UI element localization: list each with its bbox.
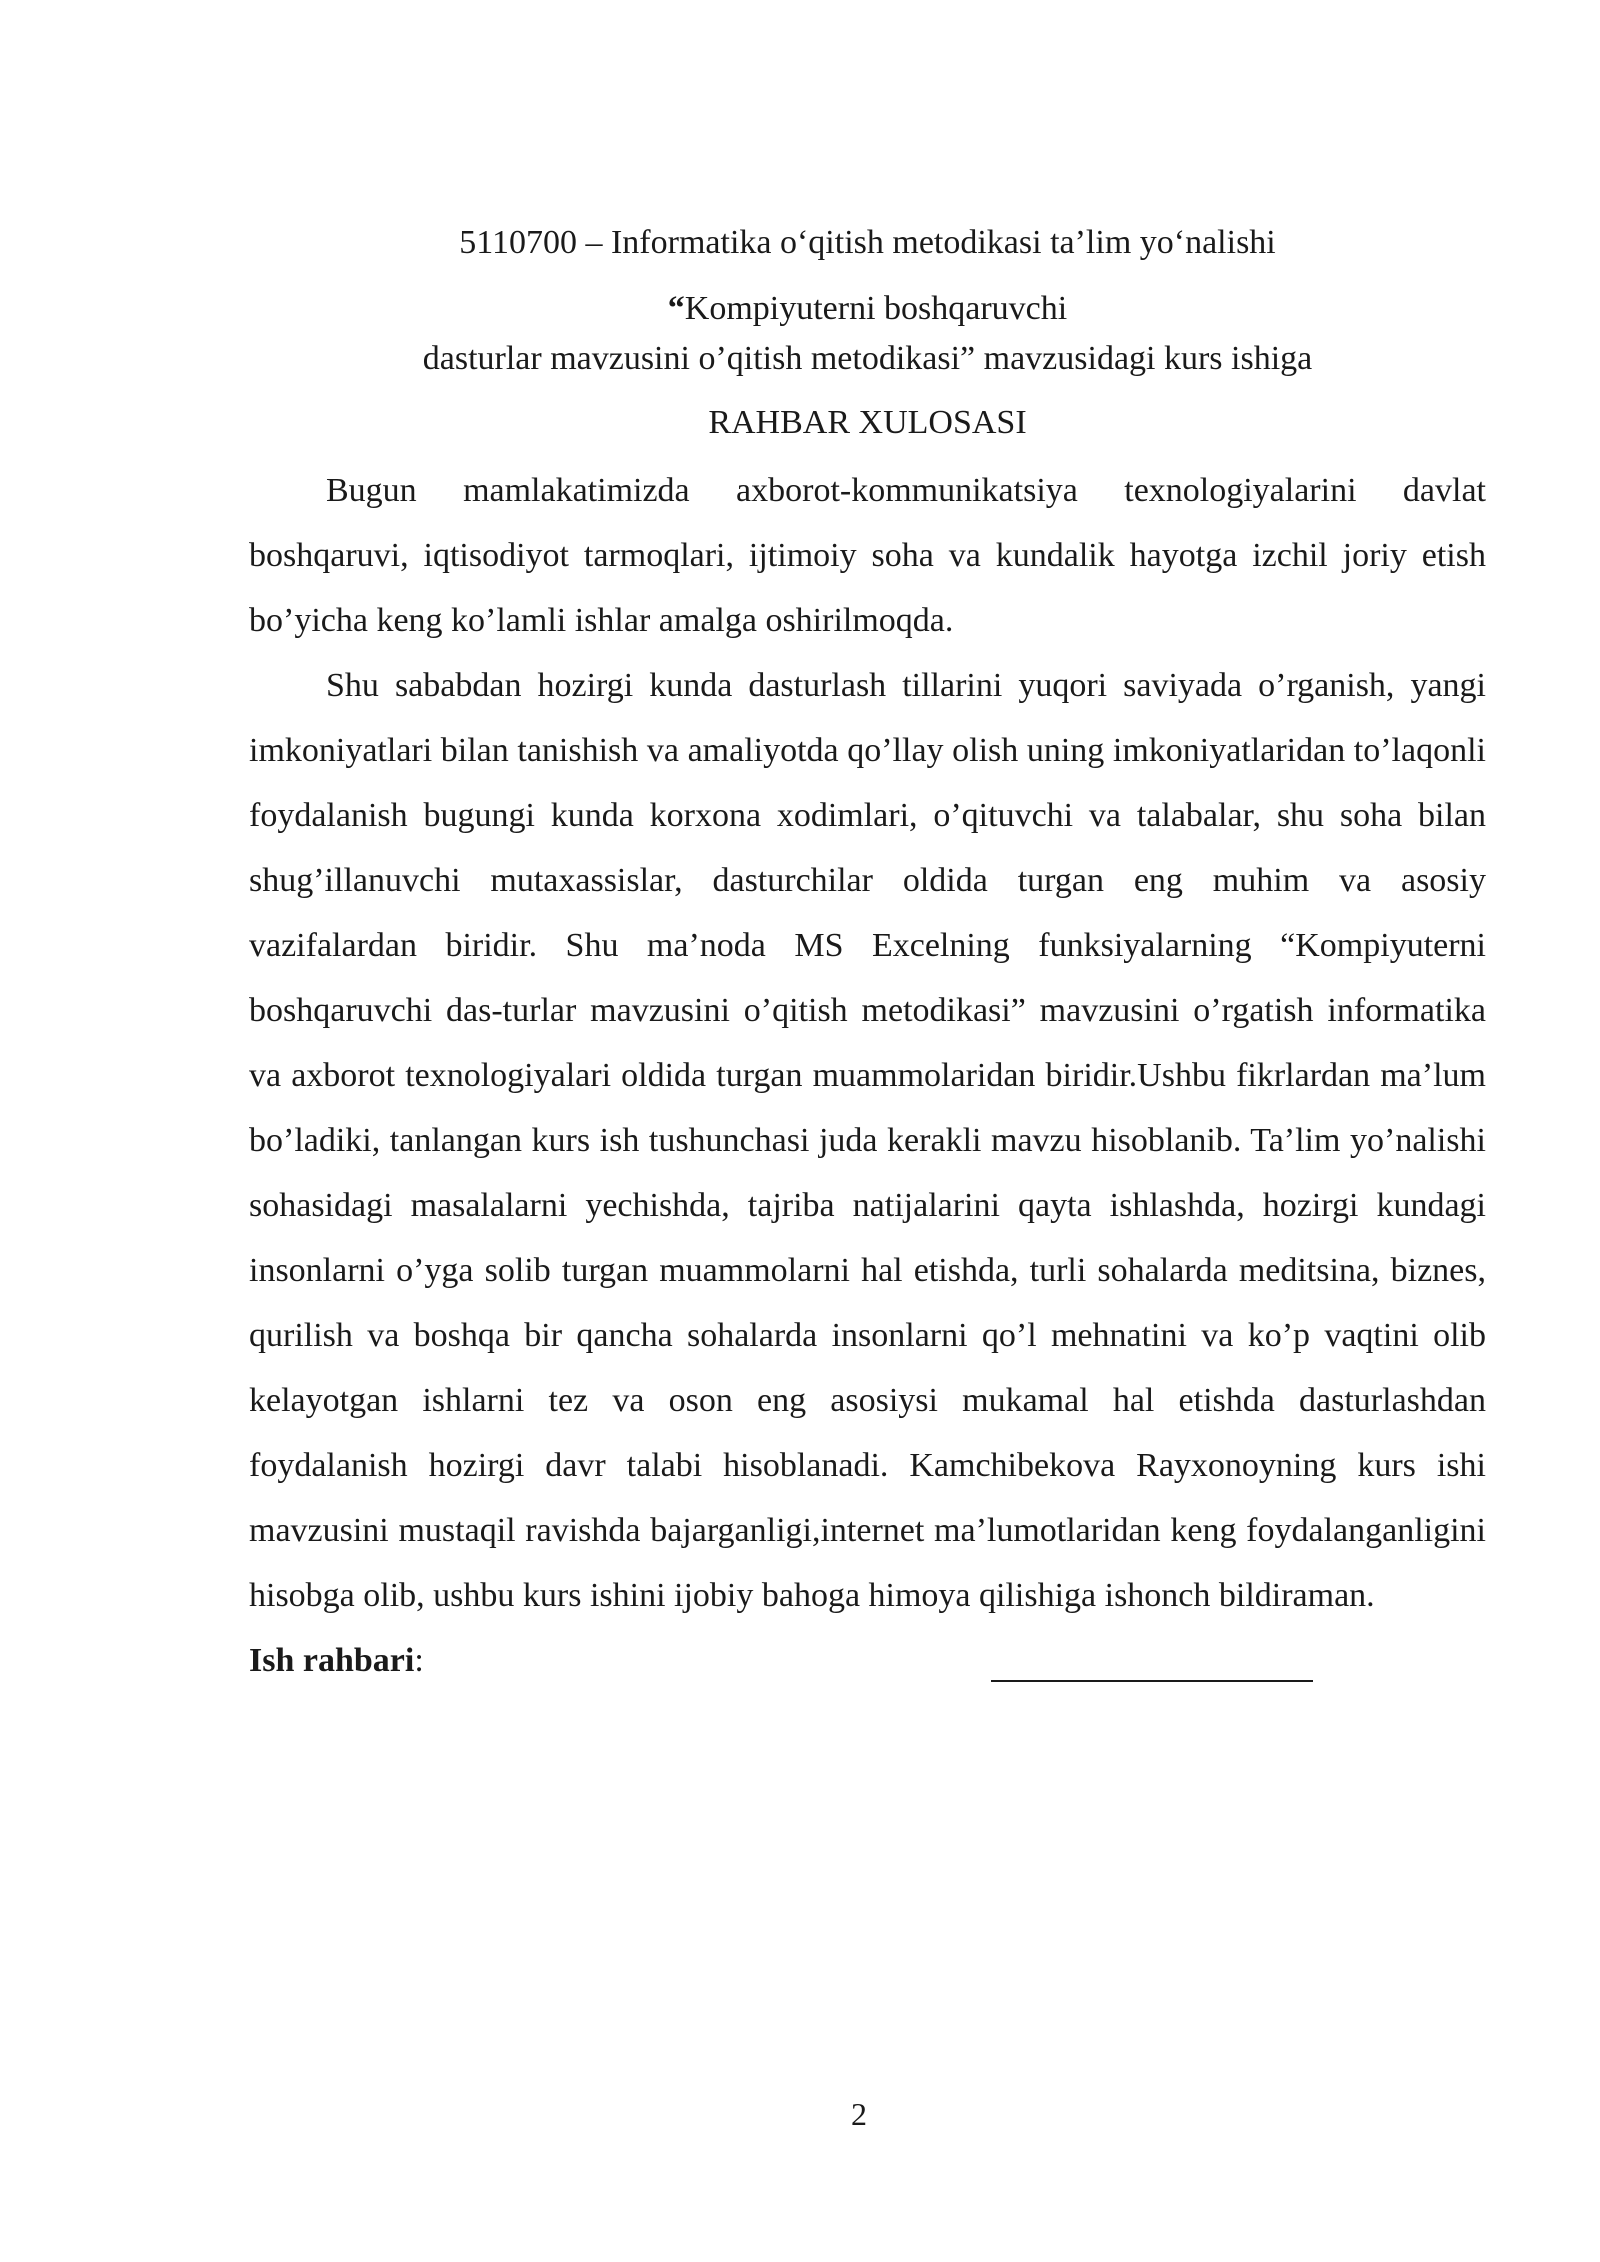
topic-line-2: dasturlar mavzusini o’qitish metodikasi” mavzusidagi kurs ishiga [422, 340, 1313, 377]
signature-row [249, 1628, 1486, 1693]
signature-line [991, 1680, 1313, 1682]
program-line: 5110700 – Informatika o‘qitish metodikasi ta’lim yo‘nalishi [459, 224, 1276, 261]
paragraph-intro: Bugun mamlakatimizda axborot-kommunikatsiya texnologiyalarini davlat boshqaruvi, iqtisodiyot tarmoqlari, ijtimoiy soha va kundalik hayotga izchil joriy etish bo’yicha keng ko’lamli ishlar amalga oshirilmoqda. [249, 472, 1486, 639]
report-title: RAHBAR XULOSASI [708, 404, 1027, 441]
page-number: 2 [851, 2096, 867, 2132]
paragraph-main: Shu sababdan hozirgi kunda dasturlash tillarini yuqori saviyada o’rganish, yangi imkoniyatlari bilan tanishish va amaliyotda qo’llay olish uning imkoniyatlaridan to’laqonli foydalanish bugungi kunda korxona xodimlari, o’qituvchi va talabalar, shu soha bilan shug’illanuvchi mutaxassislar, dasturchilar oldida turgan eng muhim va asosiy vazifalardan biridir. Shu ma’noda MS Excelning funksiyalarning “Kompiyuterni boshqaruvchi das-turlar mavzusini o’qitish metodikasi” mavzusini o’rgatish informatika va axborot texnologiyalari oldida turgan muammolaridan biridir.Ushbu fikrlardan ma’lum bo’ladiki, tanlangan kurs ish tushunchasi juda kerakli mavzu hisoblanib. Ta’lim yo’nalishi sohasidagi masalalarni yechishda, tajriba natijalarini qayta ishlashda, hozirgi kundagi insonlarni o’yga solib turgan muammolarni hal etishda, turli sohalarda meditsina, biznes, qurilish va boshqa bir qancha sohalarda insonlarni qo’l mehnatini va ko’p vaqtini olib kelayotgan ishlarni tez va oson eng asosiysi mukamal hal etishda dasturlashdan foydalanish hozirgi davr talabi hisoblanadi. Kamchibekova Rayxonoyning kurs ishi mavzusini mustaqil ravishda bajarganligi,internet ma’lumotlaridan keng foydalanganligini hisobga olib, ushbu kurs ishini ijobiy bahoga himoya qilishiga ishonch bildiraman. [249, 667, 1486, 1614]
topic-open-quote: “ [667, 290, 685, 327]
topic-line-1-text: Kompiyuterni boshqaruvchi [684, 290, 1068, 327]
document-body [249, 218, 1486, 1693]
signature-label: Ish rahbari [249, 1642, 415, 1679]
topic-line-1 [249, 284, 1486, 334]
signature-colon: : [414, 1642, 424, 1679]
